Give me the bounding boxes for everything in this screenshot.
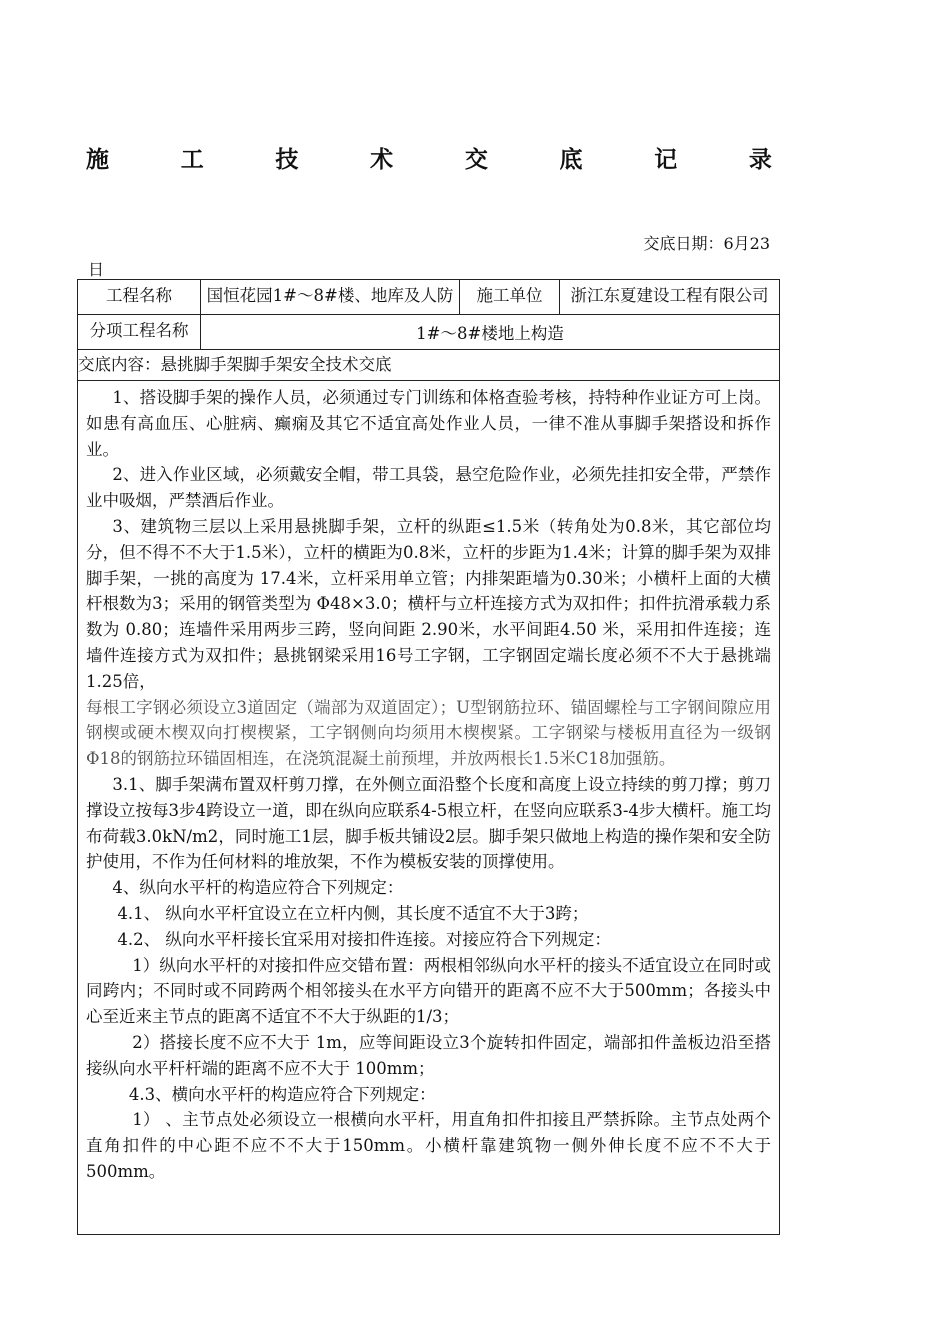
disclosure-date: 交底日期：6月23 (643, 234, 770, 253)
paragraph: 1）纵向水平杆的对接扣件应交错布置：两根相邻纵向水平杆的接头不适宜设立在同时或同跨内；不同时或不同跨两个相邻接头在水平方向错开的距离不应不大于500mm；各接头中心至近来主节点的距离不适宜不不大于纵距的1/3； (86, 955, 771, 1027)
paragraph: 3.1、脚手架满布置双杆剪刀撑，在外侧立面沿整个长度和高度上设立持续的剪刀撑；剪刀撑设立按每3步4跨设立一道，即在纵向应联系4-5根立杆，在竖向应联系3-4步大横杆。施工均布荷载3.0kN/m2，同时施工1层，脚手板共铺设2层。脚手架只做地上构造的操作架和安全防护使用，不作为任何材料的堆放架，不作为模板安装的顶撑使用。 (86, 774, 771, 872)
sub-project-value: 1#～8#楼地上构造 (416, 324, 564, 343)
paragraph: 2、进入作业区域，必须戴安全帽，带工具袋，悬空危险作业，必须先挂扣安全带，严禁作业中吸烟，严禁酒后作业。 (86, 465, 771, 511)
paragraph: 4.1、 纵向水平杆宜设立在立杆内侧，其长度不适宜不大于3跨； (117, 903, 589, 923)
paragraph: 每根工字钢必须设立3道固定（端部为双道固定）；U型钢筋拉环、锚固螺栓与工字钢间隙应用钢楔或硬木楔双向打楔楔紧，工字钢侧向均须用木楔楔紧。工字钢梁与楼板用直径为一级钢 Φ18的钢筋拉环锚固相连，在浇筑混凝土前预埋，并放两根长1.5米C18加强筋。 (86, 697, 771, 769)
content-title: 交底内容：悬挑脚手架脚手架安全技术交底 (78, 350, 780, 381)
unit-value-cell (560, 280, 780, 315)
unit-label-cell (460, 280, 560, 315)
title-char: 底 (559, 147, 583, 173)
sub-project-label-cell (78, 315, 201, 350)
paragraph: 4、纵向水平杆的构造应符合下列规定： (112, 878, 404, 898)
paragraph: 1） 、主节点处必须设立一根横向水平杆，用直角扣件扣接且严禁拆除。主节点处两个直角扣件的中心距不应不不大于150mm。小横杆靠建筑物一侧外伸长度不应不不大于500mm。 (86, 1110, 771, 1181)
content-title-row (78, 350, 780, 381)
title-char: 施 (86, 147, 109, 173)
title-char: 术 (370, 147, 394, 173)
paragraph: 3、建筑物三层以上采用悬挑脚手架，立杆的纵距≤1.5米（转角处为0.8米，其它部位均分，但不得不不大于1.5米），立杆的横距为0.8米，立杆的步距为1.4米；计算的脚手架为双排脚手架，一挑的高度为 17.4米，立杆采用单立管；内排架距墙为0.30米；小横杆上面的大横杆根数为3；采用的钢管类型为 Φ48×3.0；横杆与立杆连接方式为双扣件；扣件抗滑承载力系数为 0.80；连墙件采用两步三跨，竖向间距 2.90米，水平间距4.50 米，采用扣件连接；连墙件连接方式为双扣件；悬挑钢梁采用16号工字钢，工字钢固定端长度必须不不大于悬挑端1.25倍， (86, 516, 771, 691)
unit-value: 浙江东夏建设工程有限公司 (570, 286, 769, 305)
content-cell (78, 381, 780, 1235)
content-row (78, 381, 780, 1235)
sub-project-label: 分项工程名称 (89, 321, 189, 340)
title-char: 交 (464, 147, 488, 173)
project-row (78, 280, 780, 315)
document-title (86, 141, 772, 174)
disclosure-table (77, 279, 780, 1235)
project-name-label: 工程名称 (106, 286, 172, 305)
paragraph: 1、搭设脚手架的操作人员，必须通过专门训练和体格查验考核，持特种作业证方可上岗。如患有高血压、心脏病、癫痫及其它不适宜高处作业人员，一律不准从事脚手架搭设和拆作业。 (86, 388, 771, 459)
project-name-value: 国恒花园1#～8#楼、地库及人防 (206, 286, 454, 305)
title-char: 录 (748, 147, 772, 173)
paragraph: 4.3、横向水平杆的构造应符合下列规定： (128, 1084, 436, 1104)
title-char: 工 (180, 147, 204, 173)
title-char: 技 (275, 147, 299, 173)
title-char: 记 (654, 147, 678, 173)
sub-project-value-cell (201, 315, 780, 350)
content-body (78, 381, 779, 1191)
project-name-value-cell (201, 280, 460, 315)
sub-project-row (78, 315, 780, 350)
disclosure-date-day: 日 (88, 260, 105, 279)
paragraph: 4.2、 纵向水平杆接长宜采用对接扣件连接。对接应符合下列规定： (117, 929, 611, 949)
project-name-label-cell (78, 280, 201, 315)
paragraph: 2）搭接长度不应不大于 1m，应等间距设立3个旋转扣件固定，端部扣件盖板边沿至搭接纵向水平杆杆端的距离不应不大于 100mm； (86, 1032, 771, 1078)
unit-label: 施工单位 (476, 286, 543, 305)
